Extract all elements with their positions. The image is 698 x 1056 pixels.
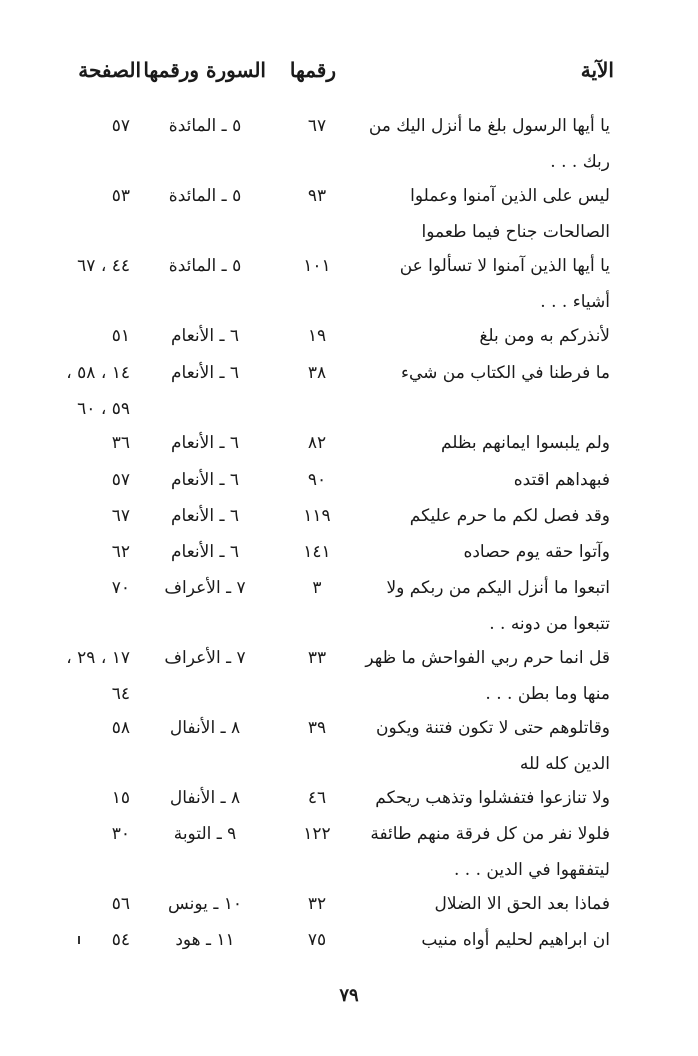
verse-text: فماذا بعد الحق الا الضلال — [434, 894, 610, 914]
verse-number: ٩٠ — [307, 470, 327, 490]
verse-number: ١٠١ — [303, 256, 331, 276]
table-row — [50, 108, 610, 178]
page-ref: ١٧ ، ٢٩ ، ٦٤ — [66, 648, 130, 704]
verse-number: ١٢٢ — [303, 824, 331, 844]
table-row — [50, 780, 610, 816]
table-row — [50, 248, 610, 318]
table-row — [50, 570, 610, 640]
verse-number: ٣٩ — [307, 718, 327, 738]
page-ref: ٥٤ — [111, 930, 130, 950]
table-row — [50, 462, 610, 498]
verse-number: ٦٧ — [307, 116, 327, 136]
page-ref: ٧٠ — [111, 578, 130, 598]
verse-text: لأنذركم به ومن بلغ — [479, 326, 610, 346]
page-ref: ٥١ — [111, 326, 130, 346]
header-verse: الآية — [580, 58, 614, 82]
verse-number: ٩٣ — [307, 186, 327, 206]
table-row — [50, 534, 610, 570]
surah-name: ١٠ ـ يونس — [168, 894, 242, 914]
verse-number: ١١٩ — [303, 506, 331, 526]
verse-text: فبهداهم اقتده — [513, 470, 610, 490]
verse-text: فلولا نفر من كل فرقة منهم طائفة ليتفقهوا في الدين . . . — [370, 824, 610, 880]
table-row — [50, 318, 610, 355]
table-row — [50, 355, 610, 425]
verse-number: ٤٦ — [307, 788, 327, 808]
verse-number: ٨٢ — [307, 433, 327, 453]
surah-name: ٦ ـ الأنعام — [171, 506, 239, 526]
table-row — [50, 710, 610, 780]
verse-text: ليس على الذين آمنوا وعملوا الصالحات جناح فيما طعموا — [410, 186, 610, 242]
verse-text: يا أيها الرسول بلغ ما أنزل اليك من ربك . . . — [368, 116, 610, 172]
page-ref: ٥٣ — [111, 186, 130, 206]
surah-name: ٨ ـ الأنفال — [169, 718, 241, 738]
page-ref: ٣٦ — [111, 433, 130, 453]
page-ref: ٥٦ — [111, 894, 130, 914]
surah-name: ٦ ـ الأنعام — [171, 326, 239, 346]
table-row — [50, 178, 610, 248]
page-number: ٧٩ — [339, 985, 359, 1006]
verse-text: ان ابراهيم لحليم أواه منيب — [421, 930, 610, 950]
page-ref: ١٤ ، ٥٨ ، ٥٩ ، ٦٠ — [66, 363, 130, 419]
surah-name: ٦ ـ الأنعام — [171, 542, 239, 562]
page-ref: ١٥ — [111, 788, 130, 808]
surah-name: ٧ ـ الأعراف — [164, 578, 246, 598]
verse-text: وآتوا حقه يوم حصاده — [463, 542, 610, 562]
verse-number: ٣ — [312, 578, 322, 598]
verse-number: ١٩ — [307, 326, 327, 346]
verse-text: يا أيها الذين آمنوا لا تسألوا عن أشياء . . . — [399, 256, 610, 312]
header-page: الصفحة — [78, 58, 141, 82]
verse-text: وقاتلوهم حتى لا تكون فتنة ويكون الدين كله لله — [376, 718, 610, 774]
surah-name: ٧ ـ الأعراف — [164, 648, 246, 668]
table-row — [50, 922, 610, 958]
surah-name: ٨ ـ الأنفال — [169, 788, 241, 808]
table-row — [50, 498, 610, 534]
surah-name: ٦ ـ الأنعام — [171, 433, 239, 453]
verse-text: قل انما حرم ربي الفواحش ما ظهر منها وما بطن . . . — [365, 648, 610, 704]
surah-name: ١١ ـ هود — [175, 930, 235, 950]
surah-name: ٥ ـ المائدة — [168, 186, 242, 206]
table-row — [50, 640, 610, 710]
surah-name: ٥ ـ المائدة — [168, 256, 242, 276]
surah-name: ٦ ـ الأنعام — [171, 470, 239, 490]
header-number: رقمها — [289, 58, 336, 82]
page-ref: ٥٨ — [111, 718, 130, 738]
table-row — [50, 886, 610, 922]
page-ref: ٦٢ — [111, 542, 130, 562]
verse-text: وقد فصل لكم ما حرم عليكم — [409, 506, 610, 526]
verse-text: ولا تنازعوا فتفشلوا وتذهب ريحكم — [375, 788, 610, 808]
verse-number: ١٤١ — [303, 542, 331, 562]
page-ref: ٥٧ — [111, 470, 130, 490]
verse-index-table — [50, 108, 610, 958]
table-row — [50, 816, 610, 886]
surah-name: ٦ ـ الأنعام — [171, 363, 239, 383]
header-surah: السورة ورقمها — [143, 58, 266, 82]
verse-text: اتبعوا ما أنزل اليكم من ربكم ولا تتبعوا من دونه . . — [386, 578, 610, 634]
verse-number: ٣٢ — [307, 894, 327, 914]
surah-name: ٩ ـ التوبة — [173, 824, 237, 844]
page-ref: ٥٧ — [111, 116, 130, 136]
verse-number: ٧٥ — [307, 930, 327, 950]
verse-text: ما فرطنا في الكتاب من شيء — [400, 363, 610, 383]
verse-text: ولم يلبسوا ايمانهم بظلم — [440, 433, 610, 453]
page-ref: ٦٧ — [111, 506, 130, 526]
table-header — [60, 58, 616, 92]
stray-ink-mark — [78, 936, 80, 944]
verse-number: ٣٣ — [307, 648, 327, 668]
table-row — [50, 425, 610, 462]
surah-name: ٥ ـ المائدة — [168, 116, 242, 136]
verse-number: ٣٨ — [307, 363, 327, 383]
page-ref: ٣٠ — [111, 824, 130, 844]
page-ref: ٤٤ ، ٦٧ — [77, 256, 130, 276]
